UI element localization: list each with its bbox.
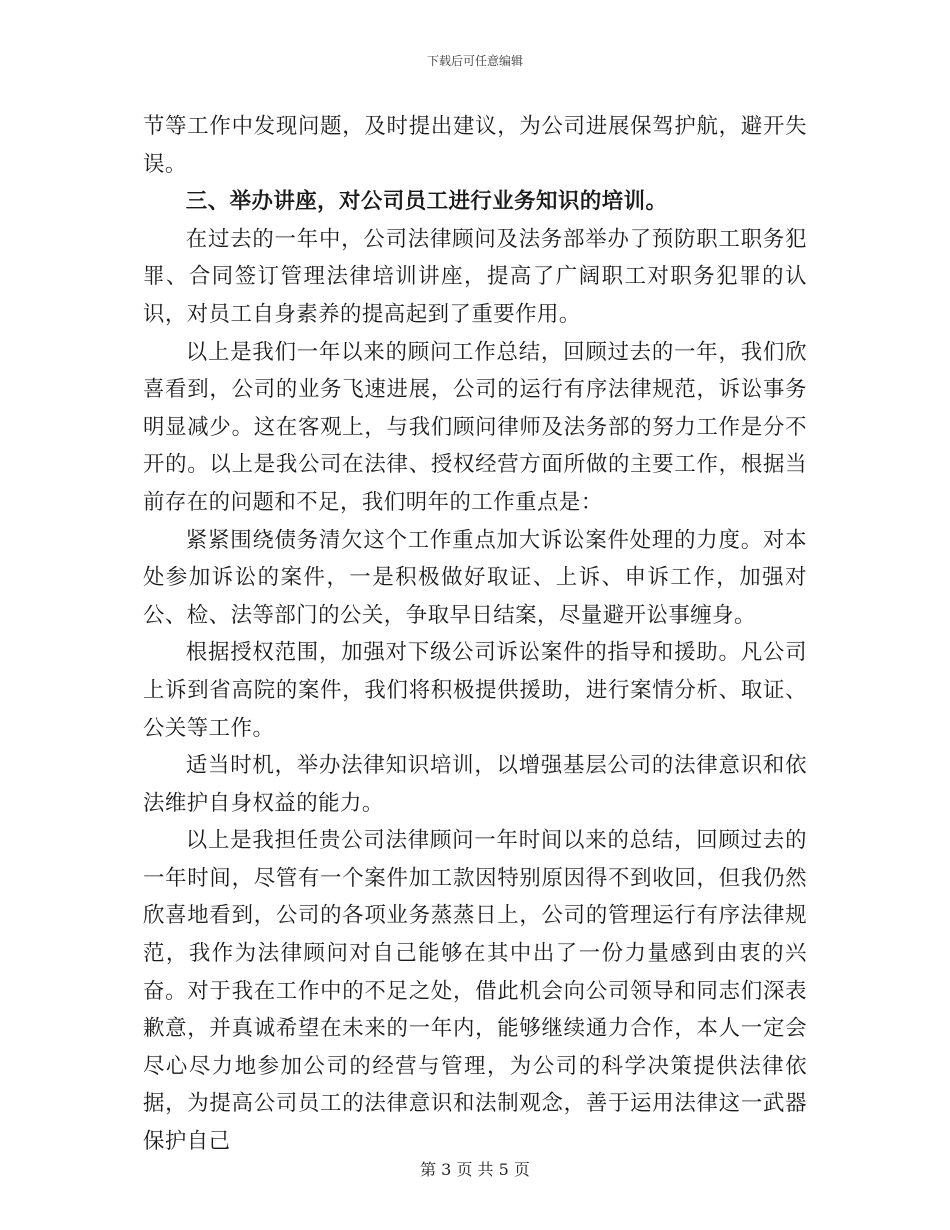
paragraph-continuation: 节等工作中发现问题，及时提出建议，为公司进展保驾护航，避开失误。 <box>143 114 807 177</box>
paragraph: 紧紧围绕债务清欠这个工作重点加大诉讼案件处理的力度。对本处参加诉讼的案件，一是积极做好取证、上诉、申诉工作，加强对公、检、法等部门的公关，争取早日结案，尽量避开讼事缠身。 <box>143 527 807 628</box>
page-header-note: 下载后可任意编辑 <box>426 54 523 68</box>
document-body <box>143 108 807 1161</box>
section-heading: 三、举办讲座，对公司员工进行业务知识的培训。 <box>185 189 668 215</box>
paragraph: 以上是我们一年以来的顾问工作总结，回顾过去的一年，我们欣喜看到，公司的业务飞速进展，公司的运行有序法律规范，诉讼事务明显减少。这在客观上，与我们顾问律师及法务部的努力工作是分不开的。以上是我公司在法律、授权经营方面所做的主要工作，根据当前存在的问题和不足，我们明年的工作重点是： <box>143 339 807 515</box>
paragraph: 以上是我担任贵公司法律顾问一年时间以来的总结，回顾过去的一年时间，尽管有一个案件加工款因特别原因得不到收回，但我仍然欣喜地看到，公司的各项业务蒸蒸日上，公司的管理运行有序法律规范，我作为法律顾问对自己能够在其中出了一份力量感到由衷的兴奋。对于我在工作中的不足之处，借此机会向公司领导和同志们深表歉意，并真诚希望在未来的一年内，能够继续通力合作，本人一定会尽心尽力地参加公司的经营与管理，为公司的科学决策提供法律依据，为提高公司员工的法律意识和法制观念，善于运用法律这一武器保护自己 <box>143 828 807 1155</box>
paragraph: 在过去的一年中，公司法律顾问及法务部举办了预防职工职务犯罪、合同签订管理法律培训讲座，提高了广阔职工对职务犯罪的认识，对员工自身素养的提高起到了重要作用。 <box>143 226 807 327</box>
page-number: 第 3 页 共 5 页 <box>420 1160 530 1179</box>
paragraph: 适当时机，举办法律知识培训，以增强基层公司的法律意识和依法维护自身权益的能力。 <box>143 753 807 816</box>
paragraph: 根据授权范围，加强对下级公司诉讼案件的指导和援助。凡公司上诉到省高院的案件，我们将积极提供援助，进行案情分析、取证、公关等工作。 <box>143 640 807 741</box>
